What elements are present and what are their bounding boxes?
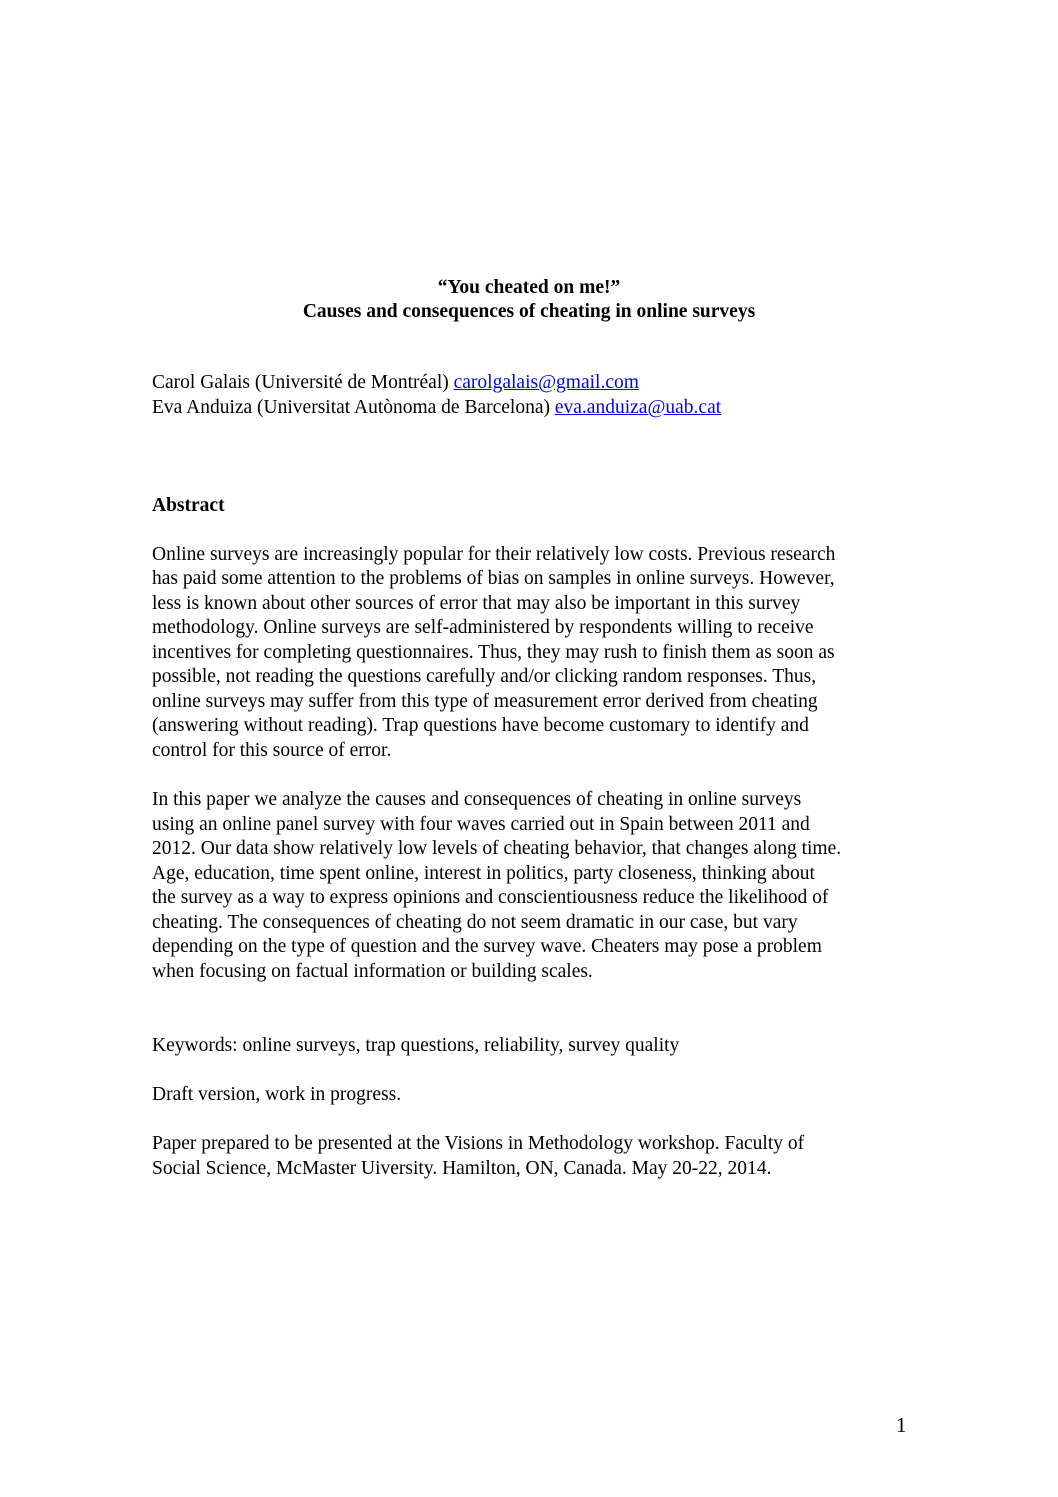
paragraph-line: methodology. Online surveys are self-administered by respondents willing to receive	[152, 617, 814, 638]
author-1-name: Carol Galais (Université de Montréal)	[152, 372, 454, 393]
paragraph-line: the survey as a way to express opinions and conscientiousness reduce the likelihood of	[152, 887, 829, 908]
paragraph-line: has paid some attention to the problems of bias on samples in online surveys. However,	[152, 568, 835, 589]
draft-note: Draft version, work in progress.	[152, 1084, 402, 1105]
presentation-note-line: Paper prepared to be presented at the Visions in Methodology workshop. Faculty of	[152, 1133, 805, 1154]
paragraph-line: 2012. Our data show relatively low levels of cheating behavior, that changes along time.	[152, 838, 842, 859]
presentation-note-line: Social Science, McMaster Uiversity. Hamilton, ON, Canada. May 20-22, 2014.	[152, 1158, 772, 1179]
paragraph-line: In this paper we analyze the causes and consequences of cheating in online surveys	[152, 789, 802, 810]
paragraph-line: incentives for completing questionnaires. Thus, they may rush to finish them as soon as	[152, 642, 835, 663]
title-line-2: Causes and consequences of cheating in online surveys	[302, 301, 756, 322]
paragraph-line: online surveys may suffer from this type of measurement error derived from cheating	[152, 691, 818, 712]
abstract-heading: Abstract	[152, 495, 225, 516]
paragraph-line: possible, not reading the questions carefully and/or clicking random responses. Thus,	[152, 666, 817, 687]
title-line-1: “You cheated on me!”	[437, 277, 621, 298]
author-1-email-link[interactable]: carolgalais@gmail.com	[453, 372, 639, 393]
paragraph-line: using an online panel survey with four waves carried out in Spain between 2011 and	[152, 814, 810, 835]
author-2	[152, 396, 721, 420]
paragraph-line: Online surveys are increasingly popular for their relatively low costs. Previous research	[152, 544, 836, 565]
keywords: Keywords: online surveys, trap questions, reliability, survey quality	[152, 1035, 680, 1056]
page-number: 1	[896, 1413, 907, 1437]
paragraph-line: when focusing on factual information or building scales.	[152, 961, 593, 982]
paragraph-line: control for this source of error.	[152, 740, 392, 761]
paragraph-line: (answering without reading). Trap questions have become customary to identify and	[152, 715, 809, 736]
author-2-name: Eva Anduiza (Universitat Autònoma de Barcelona)	[152, 397, 555, 418]
paragraph-line: less is known about other sources of error that may also be important in this survey	[152, 593, 801, 614]
author-2-email-link[interactable]: eva.anduiza@uab.cat	[554, 397, 722, 418]
paragraph-line: Age, education, time spent online, interest in politics, party closeness, thinking about	[152, 863, 815, 884]
paragraph-line: depending on the type of question and the survey wave. Cheaters may pose a problem	[152, 936, 822, 957]
author-1	[152, 371, 639, 395]
paragraph-line: cheating. The consequences of cheating do not seem dramatic in our case, but vary	[152, 912, 798, 933]
